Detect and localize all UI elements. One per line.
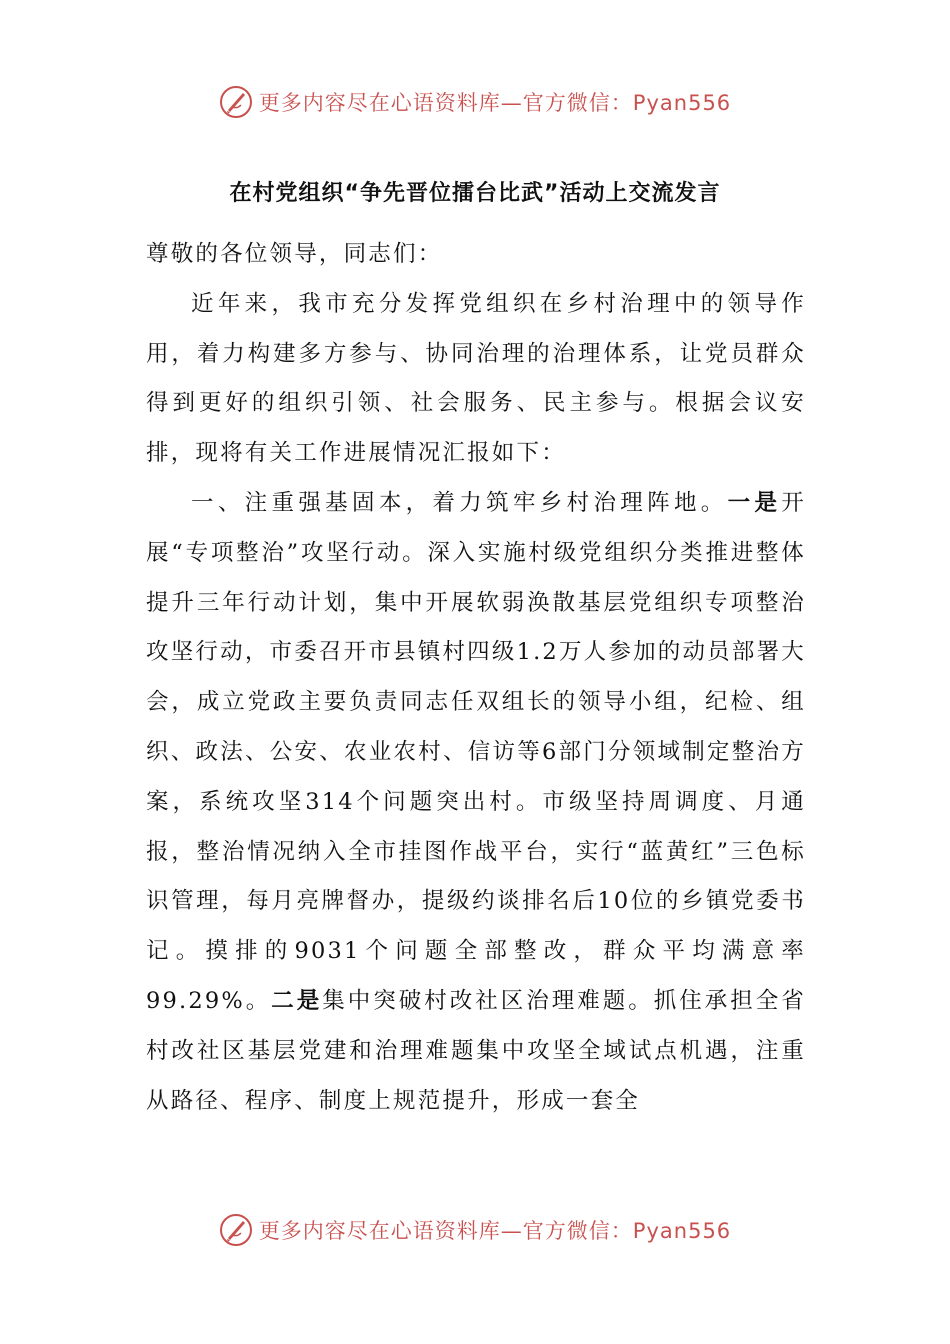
point-one-label: 一是 bbox=[727, 489, 782, 516]
section-one-paragraph bbox=[146, 479, 806, 1126]
point-two-text: 集中突破村改社区治理难题。抓住承担全省村改社区基层党建和治理难题集中攻坚全域试点机遇，注重从路径、程序、制度上规范提升，形成一套全 bbox=[146, 987, 806, 1114]
header-watermark-banner bbox=[0, 82, 950, 122]
intro-paragraph: 近年来，我市充分发挥党组织在乡村治理中的领导作用，着力构建多方参与、协同治理的治理体系，让党员群众得到更好的组织引领、社会服务、民主参与。根据会议安排，现将有关工作进展情况汇报如下： bbox=[146, 290, 806, 467]
salutation: 尊敬的各位领导，同志们： bbox=[146, 241, 443, 267]
document-title: 在村党组织“争先晋位擂台比武”活动上交流发言 bbox=[229, 181, 721, 206]
document-body bbox=[146, 230, 806, 1126]
quill-pen-logo-icon bbox=[219, 85, 253, 119]
footer-watermark-banner bbox=[0, 1210, 950, 1250]
point-one-text: 开展“专项整治”攻坚行动。深入实施村级党组织分类推进整体提升三年行动计划，集中开展软弱涣散基层党组织专项整治攻坚行动，市委召开市县镇村四级1.2万人参加的动员部署大会，成立党政主要负责同志任双组长的领导小组，纪检、组织、政法、公安、农业农村、信访等6部门分领域制定整治方案，系统攻坚314个问题突出村。市级坚持周调度、月通报，整治情况纳入全市挂图作战平台，实行“蓝黄红”三色标识管理，每月亮牌督办，提级约谈排名后10位的乡镇党委书记。摸排的9031个问题全部整改，群众平均满意率99.29%。 bbox=[146, 489, 806, 1014]
section-one-heading: 一、注重强基固本，着力筑牢乡村治理阵地。 bbox=[191, 489, 728, 516]
watermark-text: 更多内容尽在心语资料库—官方微信：Pyan556 bbox=[258, 91, 732, 115]
quill-pen-logo-icon bbox=[219, 1213, 253, 1247]
watermark-text: 更多内容尽在心语资料库—官方微信：Pyan556 bbox=[258, 1219, 732, 1243]
point-two-label: 二是 bbox=[271, 987, 323, 1014]
